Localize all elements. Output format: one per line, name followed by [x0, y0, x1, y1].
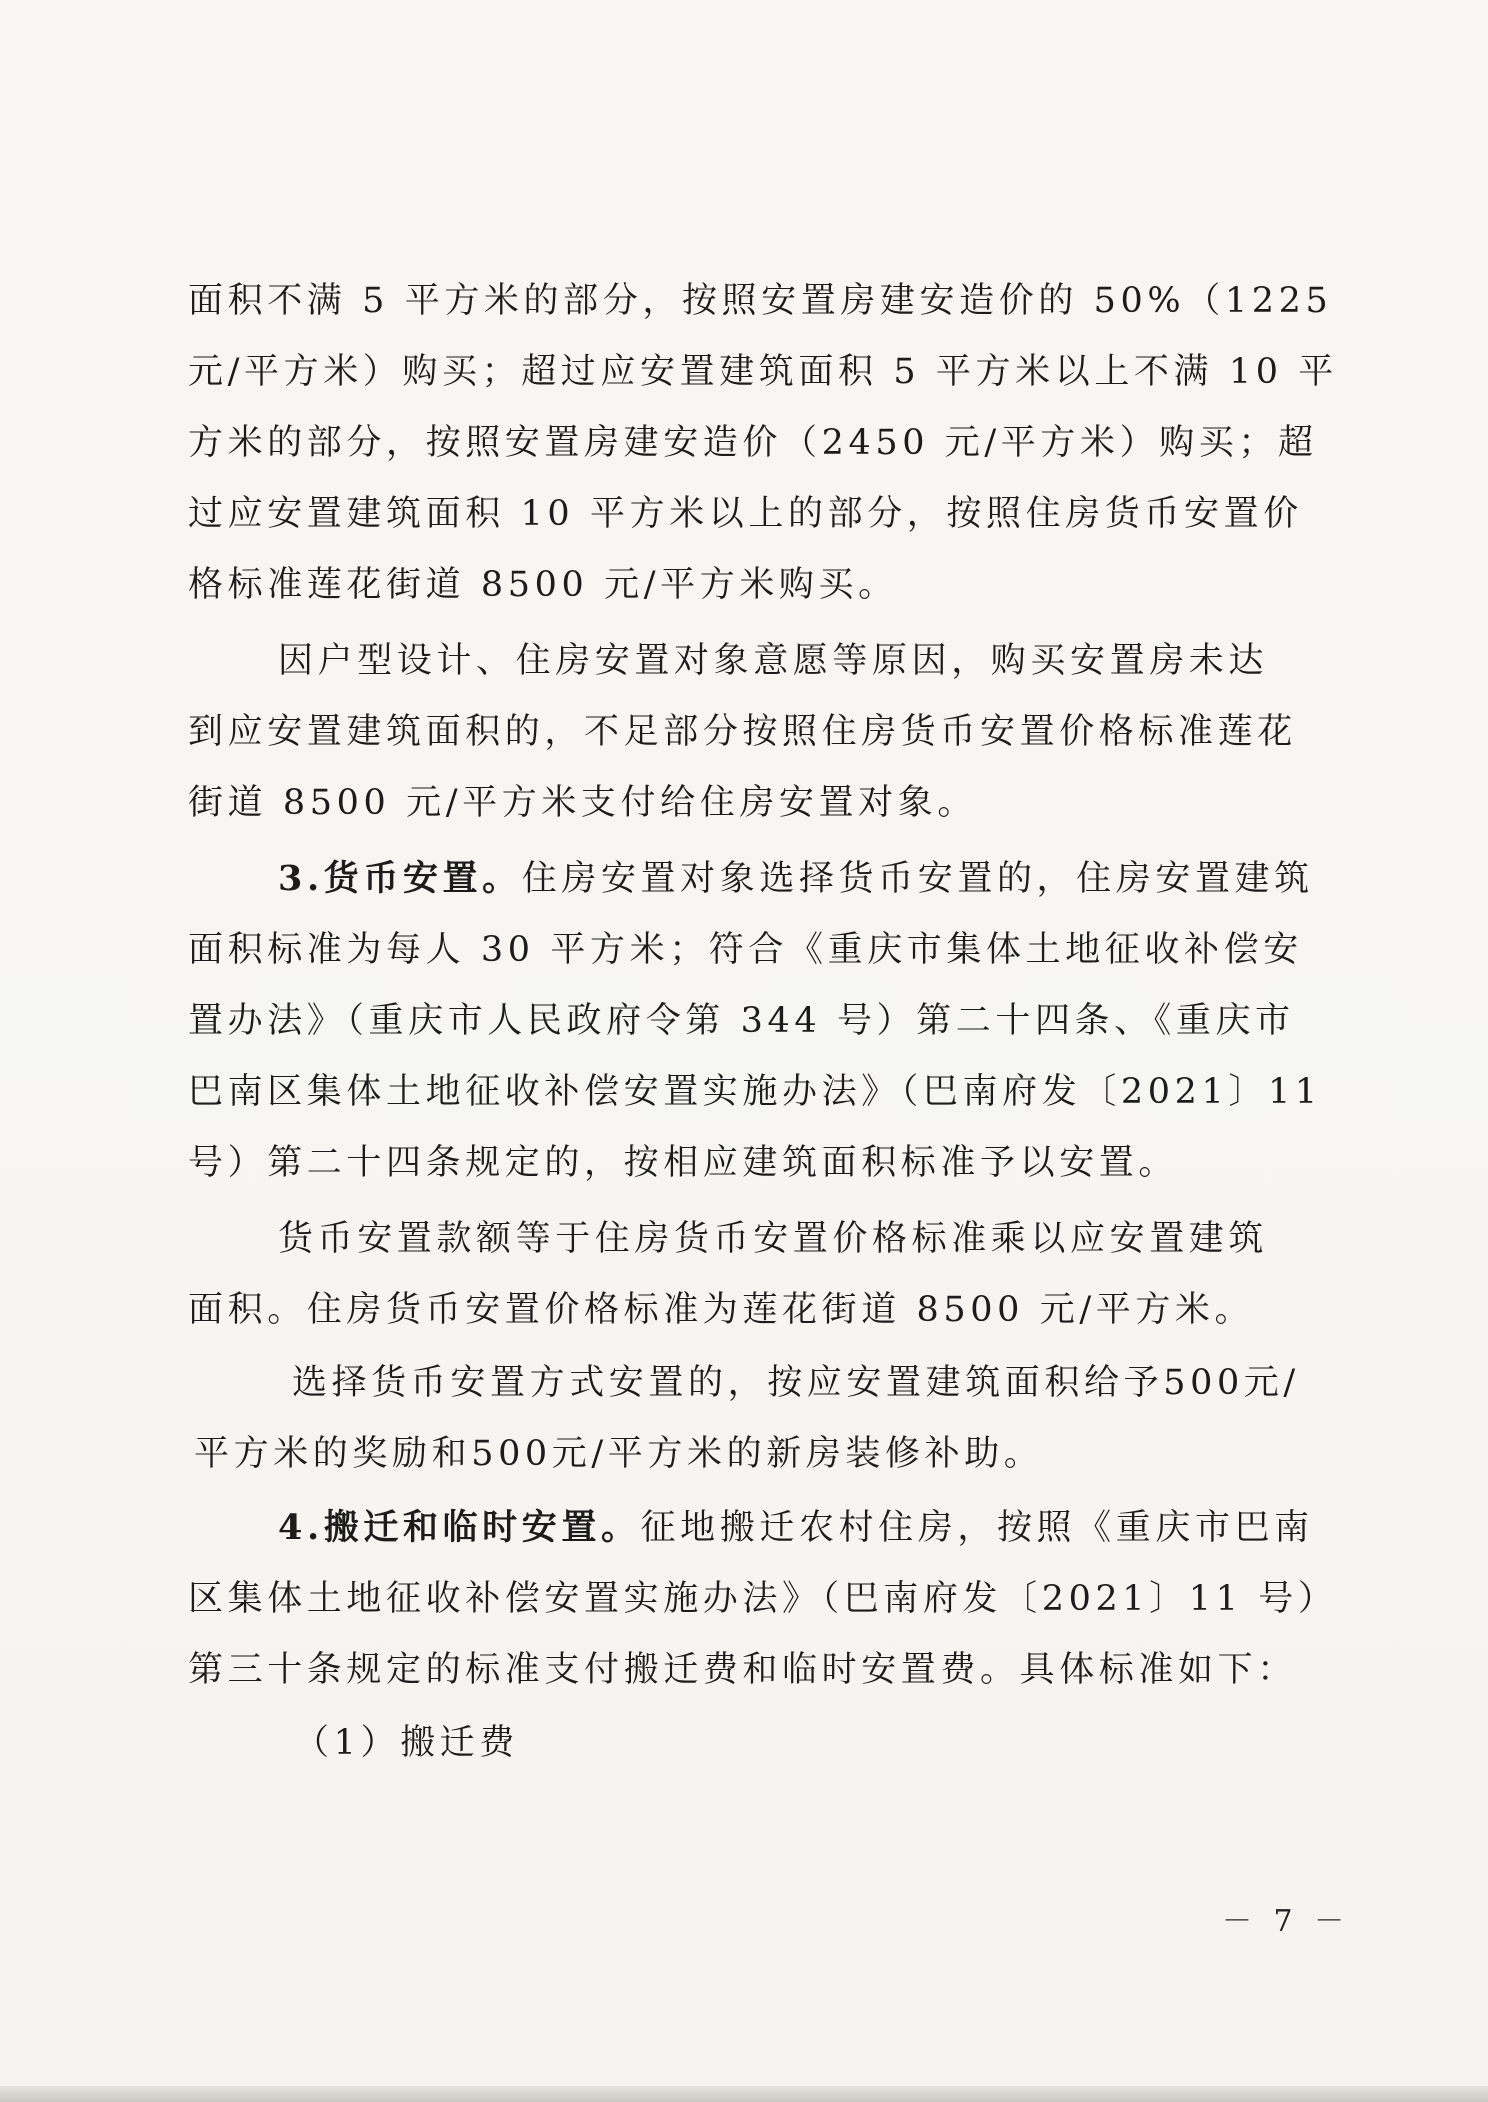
paragraph-line: 3.货币安置。住房安置对象选择货币安置的，住房安置建筑 [278, 858, 1314, 899]
paragraph-line: 选择货币安置方式安置的，按应安置建筑面积给予500元/ [292, 1363, 1300, 1403]
paragraph-line: 面积不满 5 平方米的部分，按照安置房建安造价的 50%（1225 [188, 281, 1333, 321]
paragraph-line: 到应安置建筑面积的，不足部分按照住房货币安置价格标准莲花 [188, 712, 1297, 752]
section-heading: 4.搬迁和临时安置。 [278, 1507, 641, 1548]
paragraph-line: 面积。住房货币安置价格标准为莲花街道 8500 元/平方米。 [188, 1290, 1255, 1330]
paragraph-line: 置办法》（重庆市人民政府令第 344 号）第二十四条、《重庆市 [188, 1001, 1295, 1041]
section-heading: 3.货币安置。 [278, 858, 522, 899]
paragraph-line: 4.搬迁和临时安置。征地搬迁农村住房，按照《重庆市巴南 [278, 1507, 1314, 1548]
scan-bottom-edge [0, 2086, 1488, 2102]
paragraph-line: 格标准莲花街道 8500 元/平方米购买。 [188, 565, 898, 605]
paragraph-line: 过应安置建筑面积 10 平方米以上的部分，按照住房货币安置价 [188, 494, 1303, 534]
paragraph-line: 方米的部分，按照安置房建安造价（2450 元/平方米）购买；超 [188, 423, 1318, 463]
paragraph-line: 号）第二十四条规定的，按相应建筑面积标准予以安置。 [188, 1143, 1179, 1183]
paragraph-line: 因户型设计、住房安置对象意愿等原因，购买安置房未达 [278, 641, 1269, 681]
paragraph-line: 区集体土地征收补偿安置实施办法》（巴南府发〔2021〕11 号） [188, 1579, 1338, 1619]
paragraph-line: 元/平方米）购买；超过应安置建筑面积 5 平方米以上不满 10 平 [188, 352, 1338, 392]
paragraph-line: 货币安置款额等于住房货币安置价格标准乘以应安置建筑 [278, 1219, 1269, 1259]
paragraph-line: 面积标准为每人 30 平方米；符合《重庆市集体土地征收补偿安 [188, 930, 1303, 970]
paragraph-line: 平方米的奖励和500元/平方米的新房装修补助。 [194, 1434, 1044, 1474]
paragraph-line: 第三十条规定的标准支付搬迁费和临时安置费。具体标准如下： [188, 1650, 1297, 1690]
paragraph-line: 巴南区集体土地征收补偿安置实施办法》（巴南府发〔2021〕11 [188, 1072, 1322, 1112]
paragraph-line: 街道 8500 元/平方米支付给住房安置对象。 [188, 783, 977, 823]
page-number: － 7 － [1222, 1904, 1351, 1939]
paragraph-line: （1）搬迁费 [294, 1723, 519, 1763]
